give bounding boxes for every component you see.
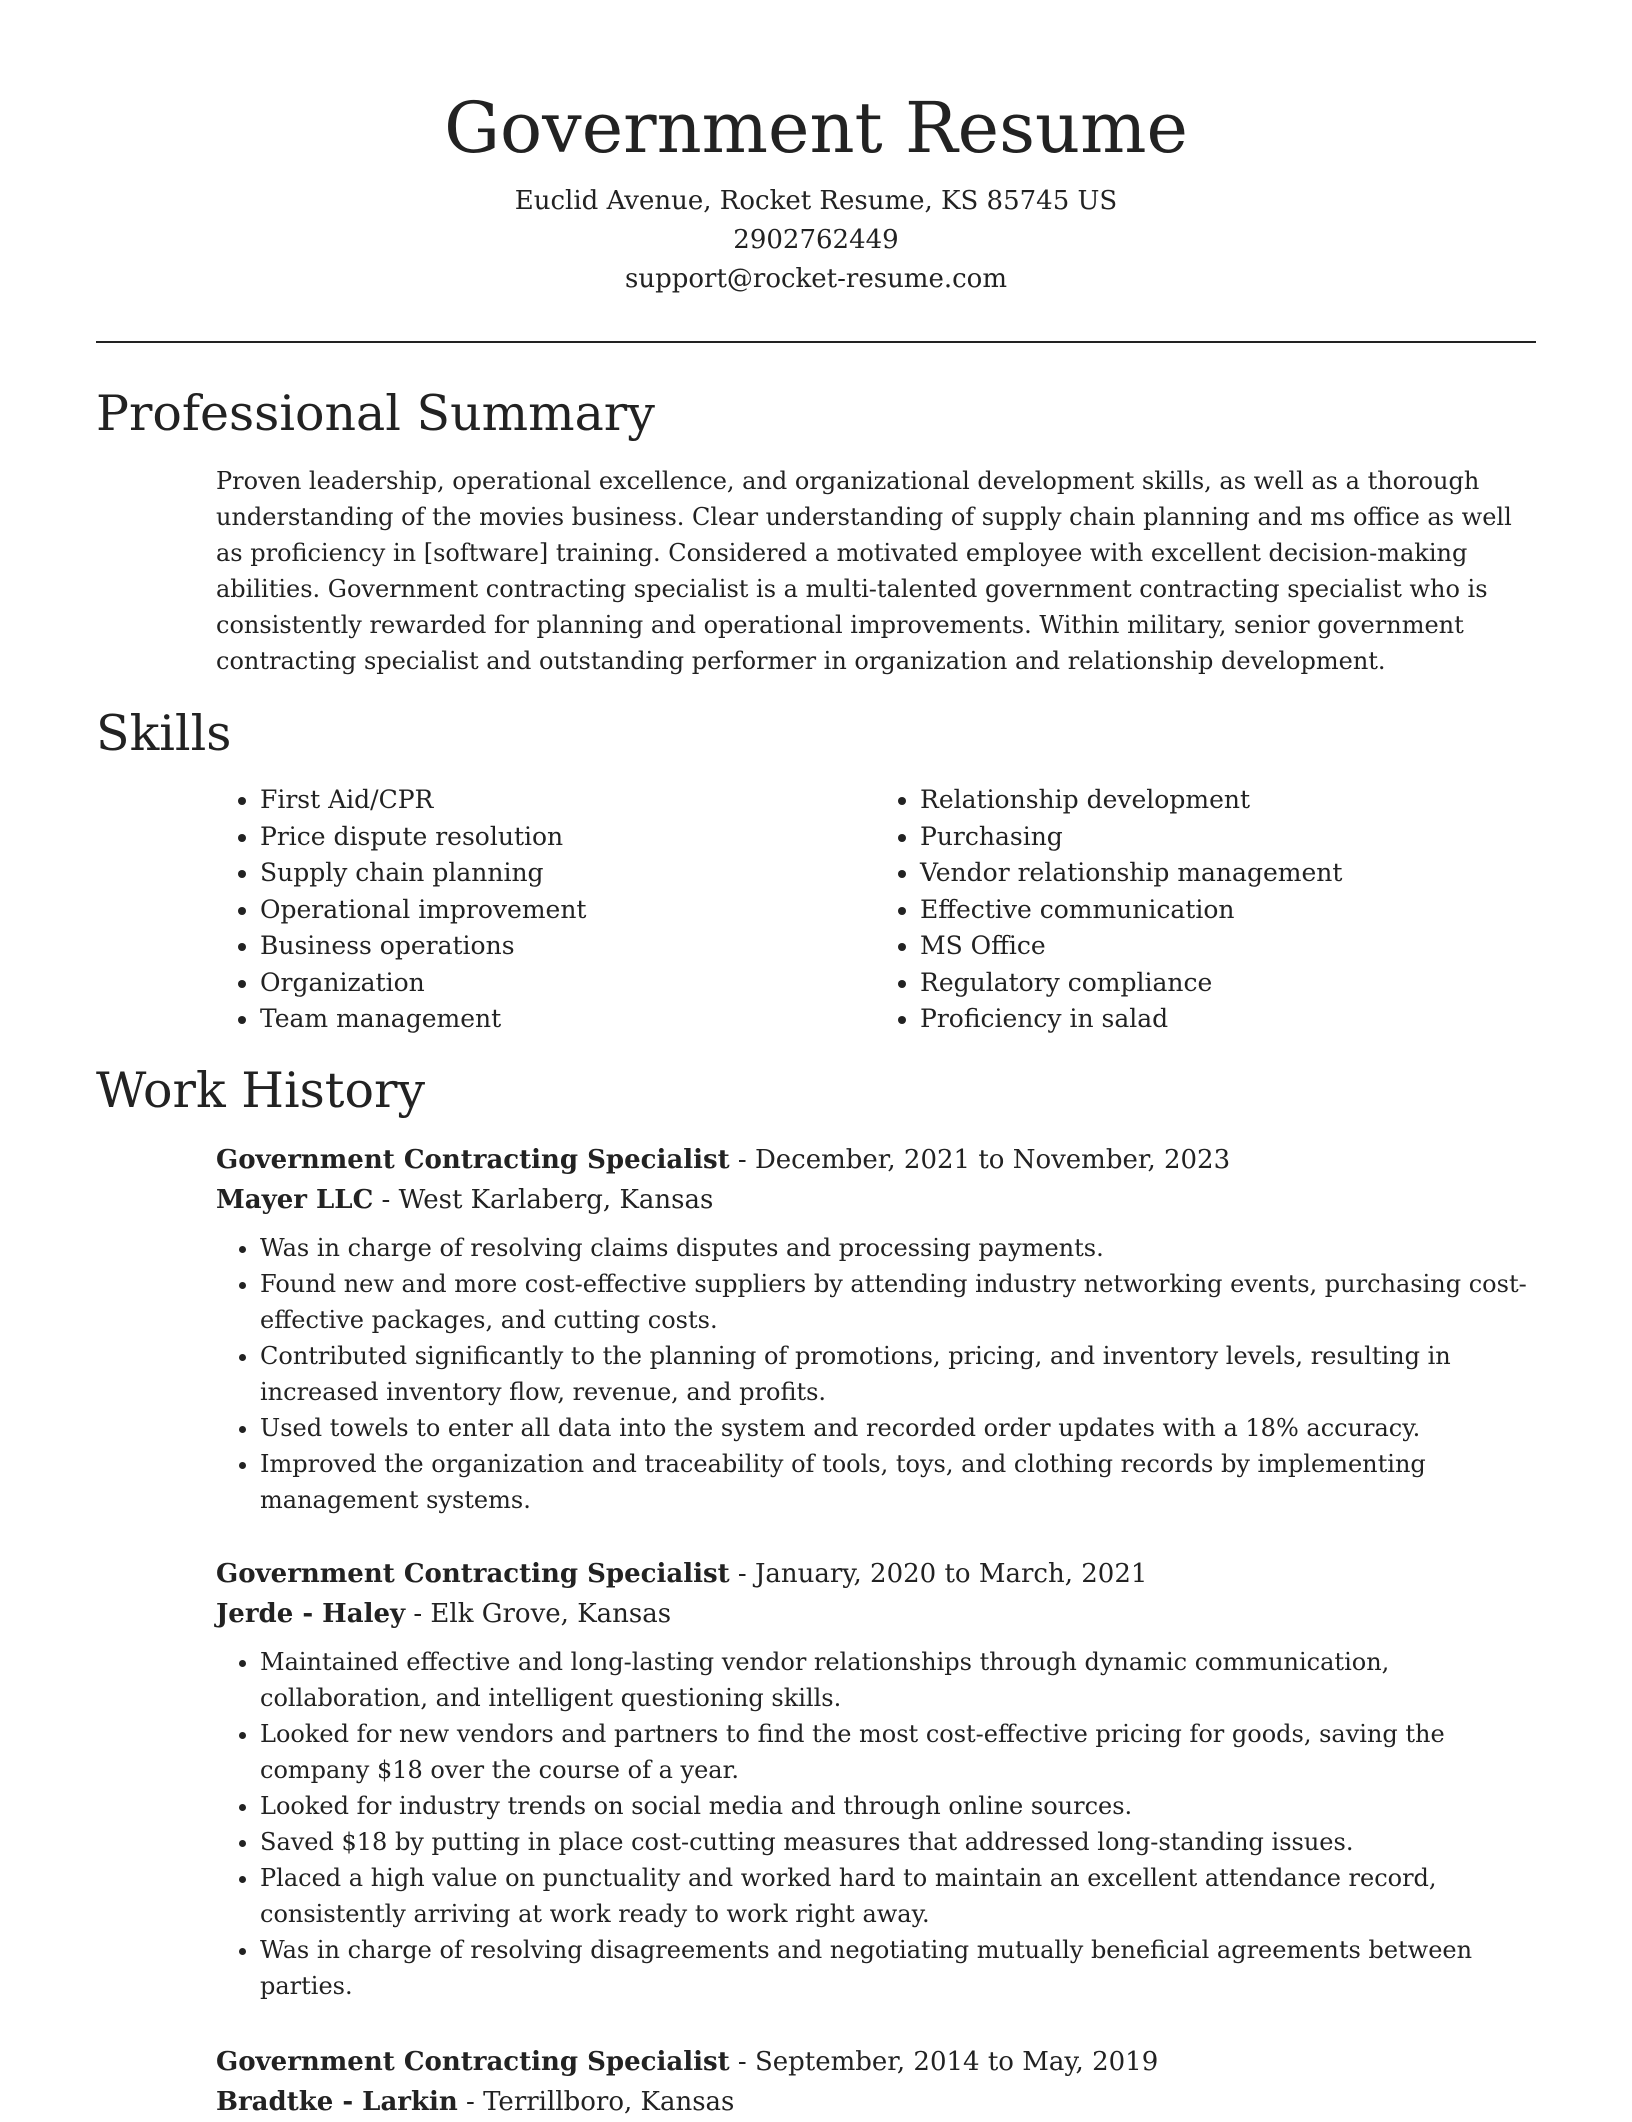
job-dates: - December, 2021 to November, 2023 (729, 1145, 1231, 1175)
job-company: Mayer LLC (216, 1185, 374, 1215)
job-duty: • Found new and more cost-effective suppliers by attending industry networking events, purchasing cost-effective packages, and cutting costs. (260, 1266, 1536, 1338)
header-divider (96, 341, 1536, 343)
skills-heading: Skills (96, 705, 232, 762)
skills-column-right (876, 782, 1536, 1038)
job-entry (216, 2042, 1536, 2122)
skill-item: • First Aid/CPR (260, 782, 876, 819)
contact-phone: 2902762449 (733, 225, 899, 255)
contact-address: Euclid Avenue, Rocket Resume, KS 85745 US (514, 186, 1118, 216)
skills-column-left (216, 782, 876, 1038)
job-company-line (216, 1594, 1536, 1634)
job-duties (216, 1644, 1536, 2004)
job-title-line (216, 1554, 1536, 1594)
skill-item: • Organization (260, 965, 876, 1002)
job-duty: • Contributed significantly to the planning of promotions, pricing, and inventory levels, resulting in increased inventory flow, revenue, and profits. (260, 1338, 1536, 1410)
job-entry (216, 1554, 1536, 2004)
job-duty: • Looked for new vendors and partners to find the most cost-effective pricing for goods, saving the company $18 over the course of a year. (260, 1716, 1536, 1788)
job-entry (216, 1140, 1536, 1518)
job-title-line (216, 1140, 1536, 1180)
job-company-line (216, 1180, 1536, 1220)
skill-item: • MS Office (920, 928, 1536, 965)
job-title: Government Contracting Specialist (216, 2047, 730, 2077)
candidate-name: Government Resume (444, 87, 1188, 169)
skill-item: • Proficiency in salad (920, 1001, 1536, 1038)
job-location: - Elk Grove, Kansas (405, 1599, 672, 1629)
job-duties (216, 1230, 1536, 1518)
job-location: - Terrillboro, Kansas (457, 2087, 735, 2117)
job-title-line (216, 2042, 1536, 2082)
skill-item: • Vendor relationship management (920, 855, 1536, 892)
skills-list (216, 782, 1536, 1038)
contact-info (0, 182, 1632, 299)
job-duty: • Saved $18 by putting in place cost-cutting measures that addressed long-standing issues. (260, 1824, 1536, 1860)
job-duty: • Was in charge of resolving disagreements and negotiating mutually beneficial agreements between parties. (260, 1932, 1536, 2004)
summary-heading: Professional Summary (96, 385, 655, 442)
contact-email: support@rocket-resume.com (624, 264, 1007, 294)
job-company: Jerde - Haley (216, 1599, 406, 1629)
job-title: Government Contracting Specialist (216, 1559, 730, 1589)
job-company-line (216, 2082, 1536, 2122)
job-duty: • Placed a high value on punctuality and worked hard to maintain an excellent attendance record, consistently arriving at work ready to work right away. (260, 1860, 1536, 1932)
skill-item: • Business operations (260, 928, 876, 965)
job-duty: • Used towels to enter all data into the system and recorded order updates with a 18% accuracy. (260, 1410, 1536, 1446)
resume-header (0, 82, 1632, 299)
job-title: Government Contracting Specialist (216, 1145, 730, 1175)
skill-item: • Team management (260, 1001, 876, 1038)
skill-item: • Operational improvement (260, 892, 876, 929)
job-duty: • Maintained effective and long-lasting vendor relationships through dynamic communication, collaboration, and intelligent questioning skills. (260, 1644, 1536, 1716)
job-dates: - September, 2014 to May, 2019 (729, 2047, 1159, 2077)
skill-item: • Purchasing (920, 819, 1536, 856)
job-dates: - January, 2020 to March, 2021 (729, 1559, 1148, 1589)
job-duty: • Improved the organization and traceability of tools, toys, and clothing records by implementing management systems. (260, 1446, 1536, 1518)
summary-text: Proven leadership, operational excellence, and organizational development skills, as well as a thorough understanding of the movies business. Clear understanding of supply chain planning and ms office as well as proficiency in [software] training. Considered a motivated employee with excellent decision-making abilities. Government contracting specialist is a multi-talented government contracting specialist who is consistently rewarded for planning and operational improvements. Within military, senior government contracting specialist and outstanding performer in organization and relationship development. (216, 467, 1512, 675)
skill-item: • Regulatory compliance (920, 965, 1536, 1002)
skill-item: • Effective communication (920, 892, 1536, 929)
skill-item: • Supply chain planning (260, 855, 876, 892)
work-history-heading: Work History (96, 1062, 426, 1119)
job-duty: • Looked for industry trends on social media and through online sources. (260, 1788, 1536, 1824)
job-location: - West Karlaberg, Kansas (373, 1185, 714, 1215)
job-company: Bradtke - Larkin (216, 2087, 458, 2117)
skill-item: • Price dispute resolution (260, 819, 876, 856)
job-duty: • Was in charge of resolving claims disputes and processing payments. (260, 1230, 1536, 1266)
skill-item: • Relationship development (920, 782, 1536, 819)
